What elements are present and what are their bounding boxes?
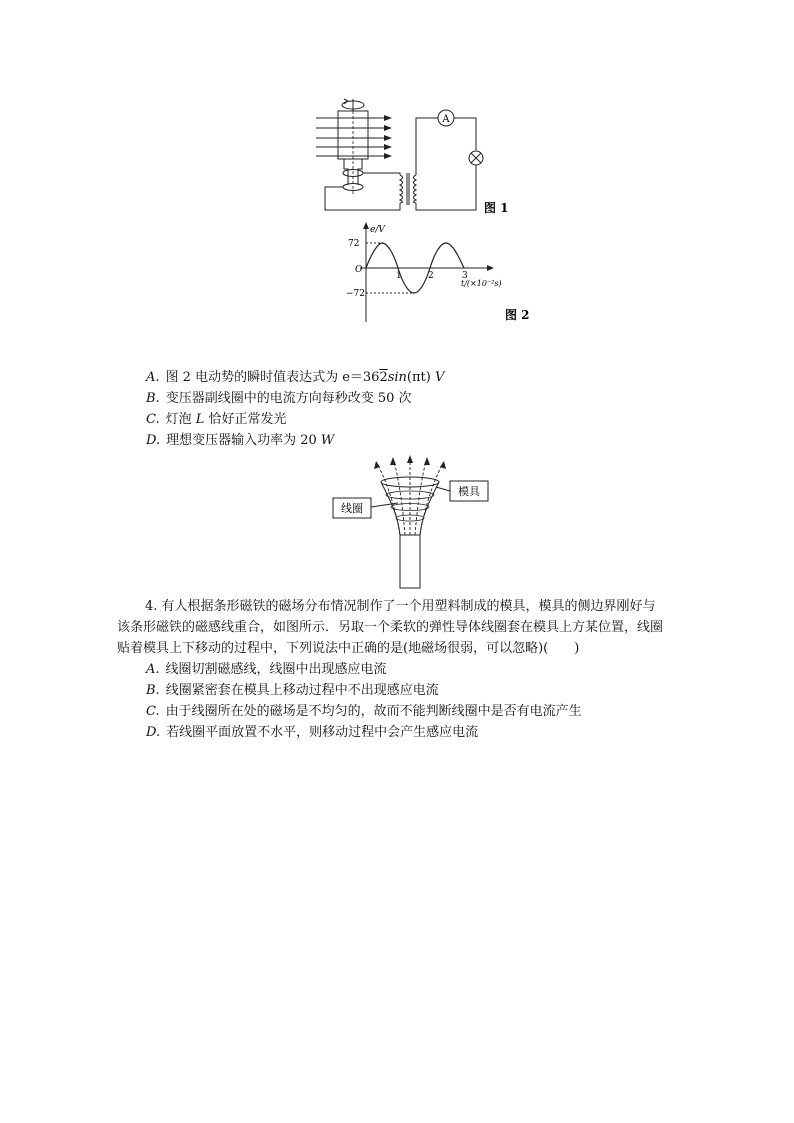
- mold-coil-diagram: [330, 455, 495, 590]
- figure-1-circuit: [300, 95, 540, 220]
- y-tick-neg72: −72: [346, 289, 365, 299]
- q4-option-a: A. 线圈切割磁感线，线圈中出现感应电流: [146, 662, 387, 677]
- question-4-stem: 4. 有人根据条形磁铁的磁场分布情况制作了一个用塑料制成的模具，模具的侧边界刚好与该条形磁铁的磁感线重合，如图所示．另取一个柔软的弹性导体线圈套在模具上方某位置，线圈贴着模具上下移动的过程中，下列说法中正确的是(地磁场很弱，可以忽略)( ): [117, 599, 664, 656]
- sqrt-value: 2: [379, 370, 388, 385]
- x-tick-3: 3: [462, 271, 468, 281]
- mold-label: 模具: [458, 485, 480, 498]
- bar-magnet: [400, 535, 420, 588]
- generator-transformer-diagram: [300, 95, 540, 220]
- option-d: D. 理想变压器输入功率为 20 W: [146, 433, 335, 448]
- y-tick-72: 72: [348, 239, 360, 249]
- x-axis-label: t/(×10⁻²s): [461, 279, 502, 288]
- q4-option-d: D. 若线圈平面放置不水平，则移动过程中会产生感应电流: [146, 725, 479, 740]
- x-tick-1: 1: [396, 271, 402, 281]
- mold-right-edge: [420, 482, 439, 535]
- primary-winding: [400, 175, 403, 203]
- emf-time-graph: [340, 222, 540, 327]
- ammeter-label: A: [442, 114, 450, 125]
- field-lines: [378, 459, 442, 535]
- figure-1-caption: 图 1: [484, 201, 509, 215]
- option-a: A. 图 2 电动势的瞬时值表达式为 e＝362sin(πt) V: [146, 370, 445, 385]
- option-b: B. 变压器副线圈中的电流方向每秒改变 50 次: [146, 391, 412, 406]
- y-axis-label: e/V: [370, 225, 385, 235]
- figure-2-caption: 图 2: [505, 308, 530, 322]
- magnetic-field-lines: [316, 118, 386, 156]
- option-c: C. 灯泡 L 恰好正常发光: [146, 412, 287, 427]
- q4-option-b: B. 线圈紧密套在模具上移动过程中不出现感应电流: [146, 683, 439, 698]
- figure-2-graph: [340, 222, 540, 327]
- x-tick-2: 2: [428, 271, 434, 281]
- mold-left-edge: [381, 482, 400, 535]
- coil-label: 线圈: [341, 502, 363, 515]
- origin-label: O: [355, 265, 363, 275]
- secondary-winding: [414, 175, 417, 203]
- figure-3-mold: [330, 455, 495, 590]
- q4-option-c: C. 由于线圈所在处的磁场是不均匀的，故而不能判断线圈中是否有电流产生: [146, 704, 582, 719]
